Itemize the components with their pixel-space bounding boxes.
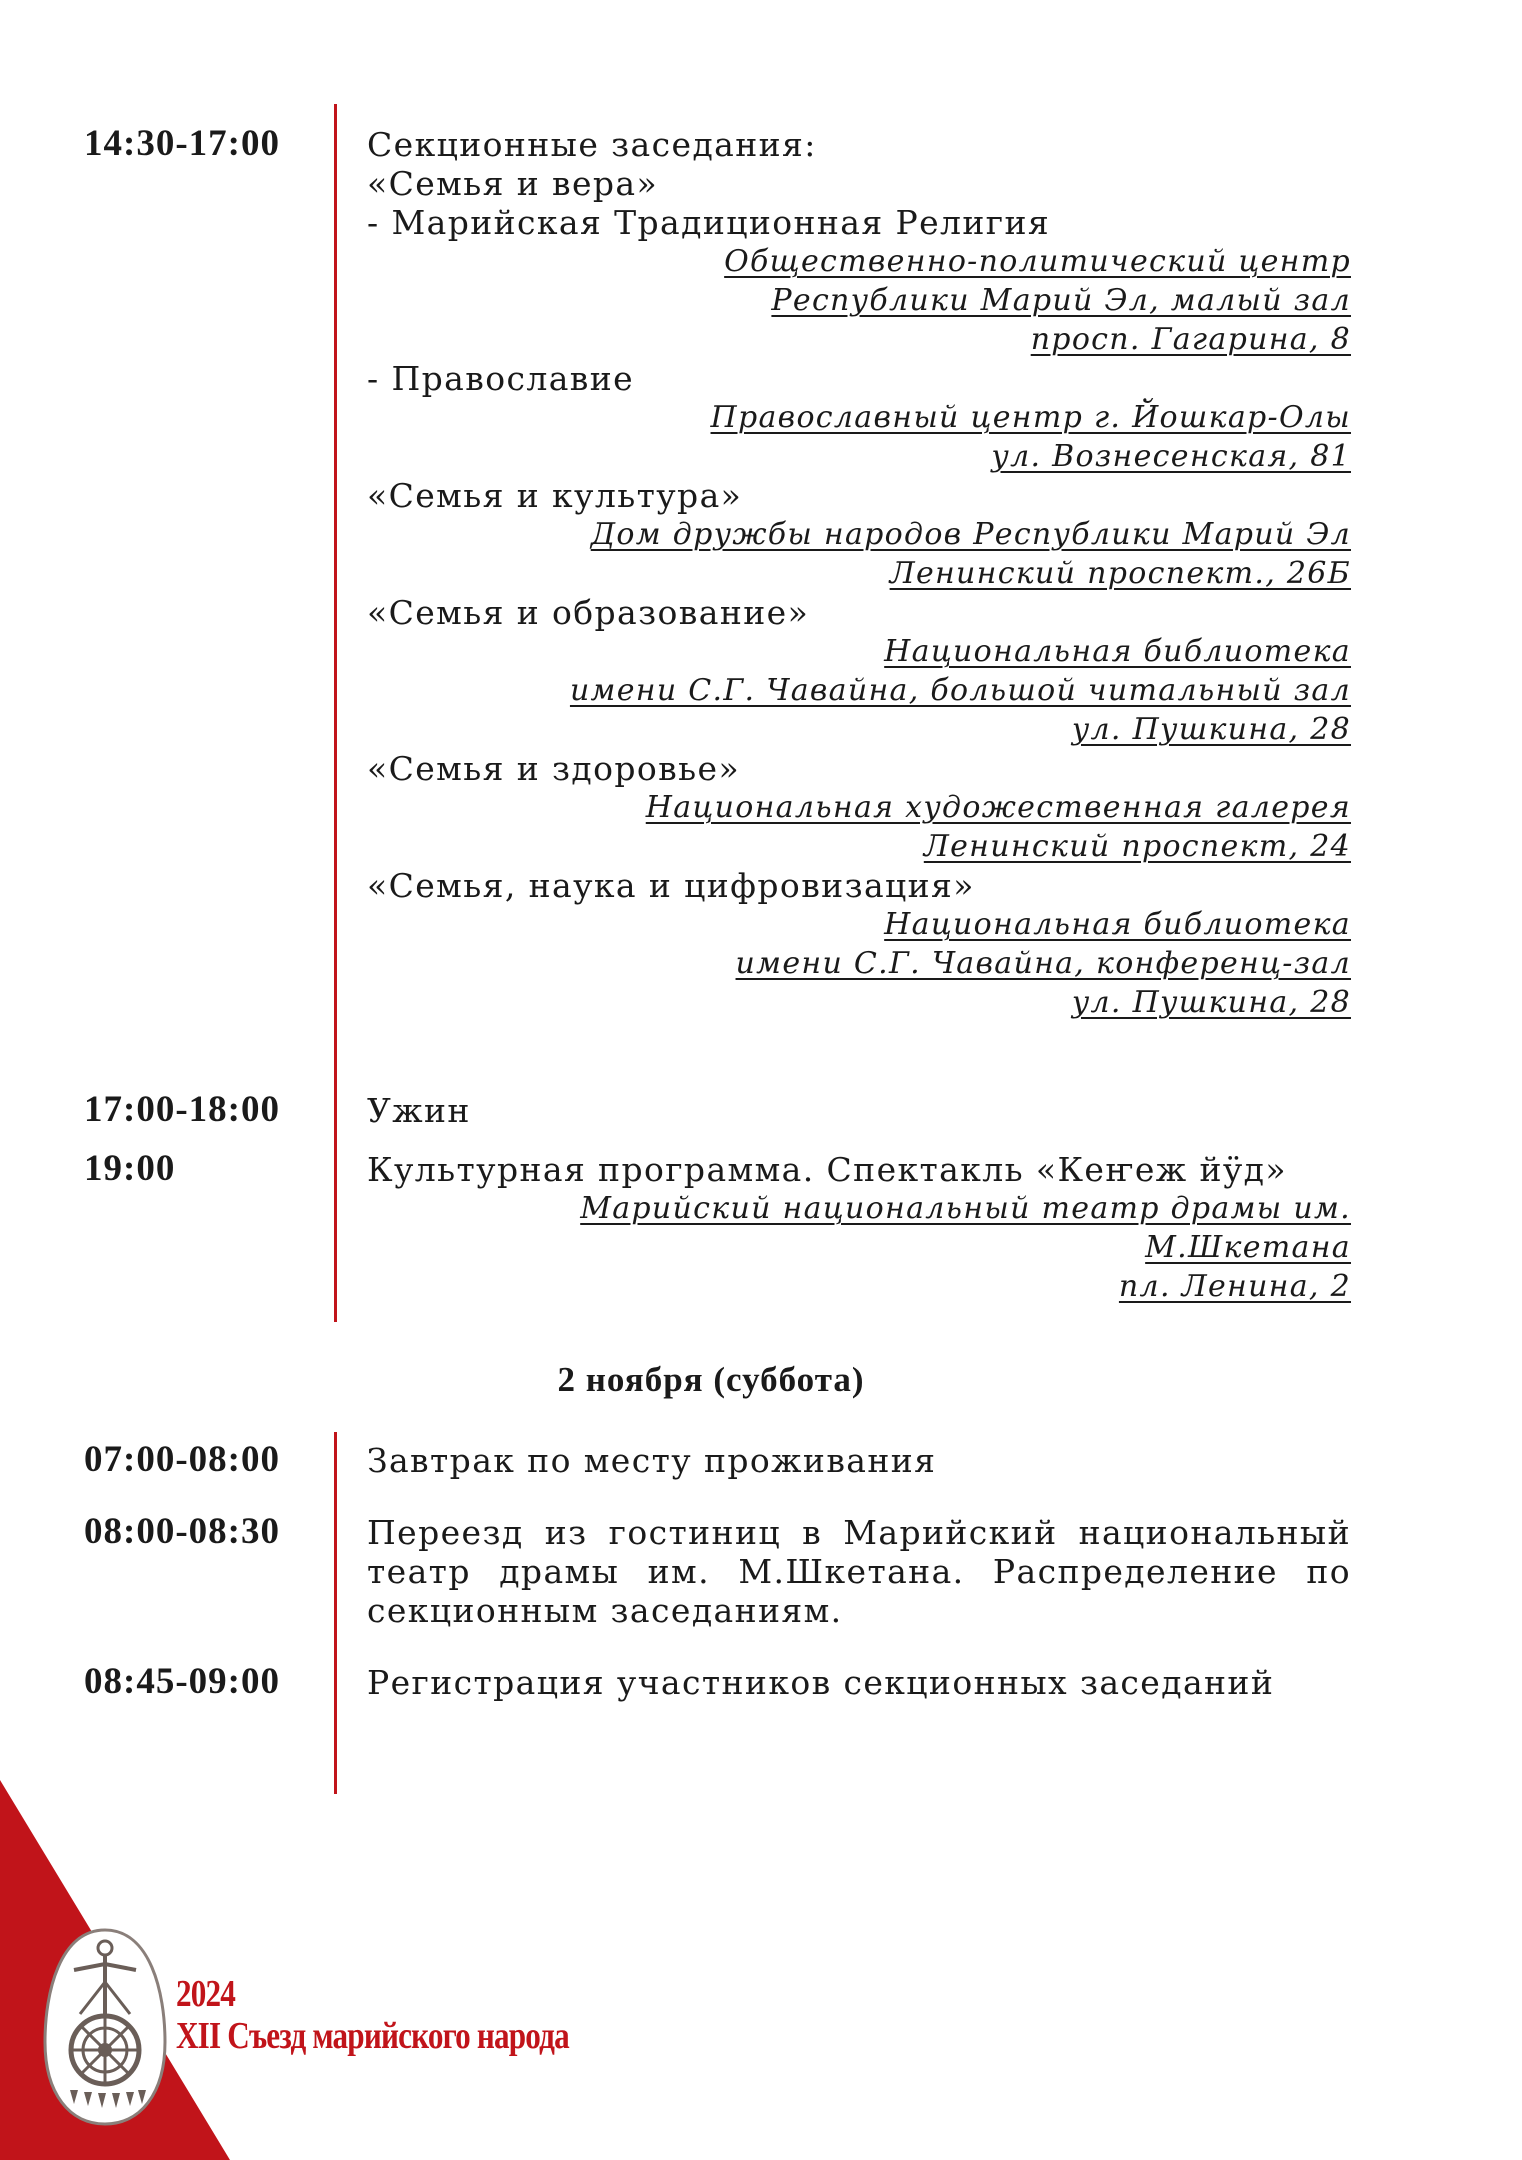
session-title: «Семья и культура» (367, 476, 743, 515)
venue-line: ул. Пушкина, 28 (1071, 712, 1351, 747)
venue-line: Национальная художественная галерея (645, 790, 1351, 825)
venue-line: Национальная библиотека (884, 634, 1351, 669)
venue-line: Национальная библиотека (884, 907, 1351, 942)
session-title: «Семья, наука и цифровизация» (367, 866, 975, 905)
venue-line: имени С.Г. Чавайна, конференц-зал (735, 946, 1351, 981)
venue-line: просп. Гагарина, 8 (1030, 322, 1351, 357)
session-heading: Секционные заседания: (367, 125, 817, 164)
culture-program (367, 1150, 1351, 1306)
divider-line-block1 (334, 104, 337, 1322)
schedule-item (367, 1513, 1351, 1630)
session-title: - Марийская Традиционная Религия (367, 203, 1051, 242)
venue-line: Общественно-политический центр (724, 244, 1351, 279)
time-label: 08:00-08:30 (84, 1511, 280, 1552)
session-title: «Семья и здоровье» (367, 749, 741, 788)
venue-line: имени С.Г. Чавайна, большой читальный зал (569, 673, 1351, 708)
congress-emblem-icon (40, 1922, 170, 2132)
dinner-item (367, 1091, 1351, 1130)
footer-congress-name: XII Съезд марийского народа (176, 2015, 569, 2057)
venue-line: ул. Вознесенская, 81 (991, 439, 1351, 474)
time-label: 14:30-17:00 (84, 123, 280, 164)
section-sessions (367, 125, 1351, 1022)
event-title: Переезд из гостиниц в Марийский национальный театр драмы им. М.Шкетана. Распределение по секционным заседаниям. (367, 1513, 1351, 1630)
venue-line: Республики Марий Эл, малый зал (771, 283, 1351, 318)
venue-line: Дом дружбы народов Республики Марий Эл (590, 517, 1351, 552)
session-title: «Семья и образование» (367, 593, 810, 632)
event-title: Завтрак по месту проживания (367, 1441, 937, 1480)
schedule-item (367, 1663, 1351, 1702)
divider-line-block2 (334, 1432, 337, 1794)
footer-year: 2024 (176, 1973, 236, 2015)
time-label: 08:45-09:00 (84, 1661, 280, 1702)
venue-line: Православный центр г. Йошкар-Олы (710, 400, 1351, 435)
time-label: 07:00-08:00 (84, 1439, 280, 1480)
session-title: «Семья и вера» (367, 164, 659, 203)
event-title: Регистрация участников секционных заседаний (367, 1663, 1275, 1702)
venue-line: Марийский национальный театр драмы им. М.Шкетана (580, 1191, 1351, 1265)
event-title: Ужин (367, 1091, 471, 1130)
schedule-item (367, 1441, 1351, 1480)
event-title: Культурная программа. Спектакль «Кеҥеж йӱд» (367, 1150, 1287, 1189)
venue-line: Ленинский проспект., 26Б (889, 556, 1351, 591)
session-list (367, 164, 1351, 1022)
time-label: 17:00-18:00 (84, 1089, 280, 1130)
venue-line: пл. Ленина, 2 (1118, 1269, 1351, 1304)
session-title: - Православие (367, 359, 635, 398)
venue-line: Ленинский проспект, 24 (923, 829, 1351, 864)
venue-line: ул. Пушкина, 28 (1071, 985, 1351, 1020)
date-heading: 2 ноября (суббота) (557, 1360, 865, 1399)
time-label: 19:00 (84, 1148, 176, 1189)
